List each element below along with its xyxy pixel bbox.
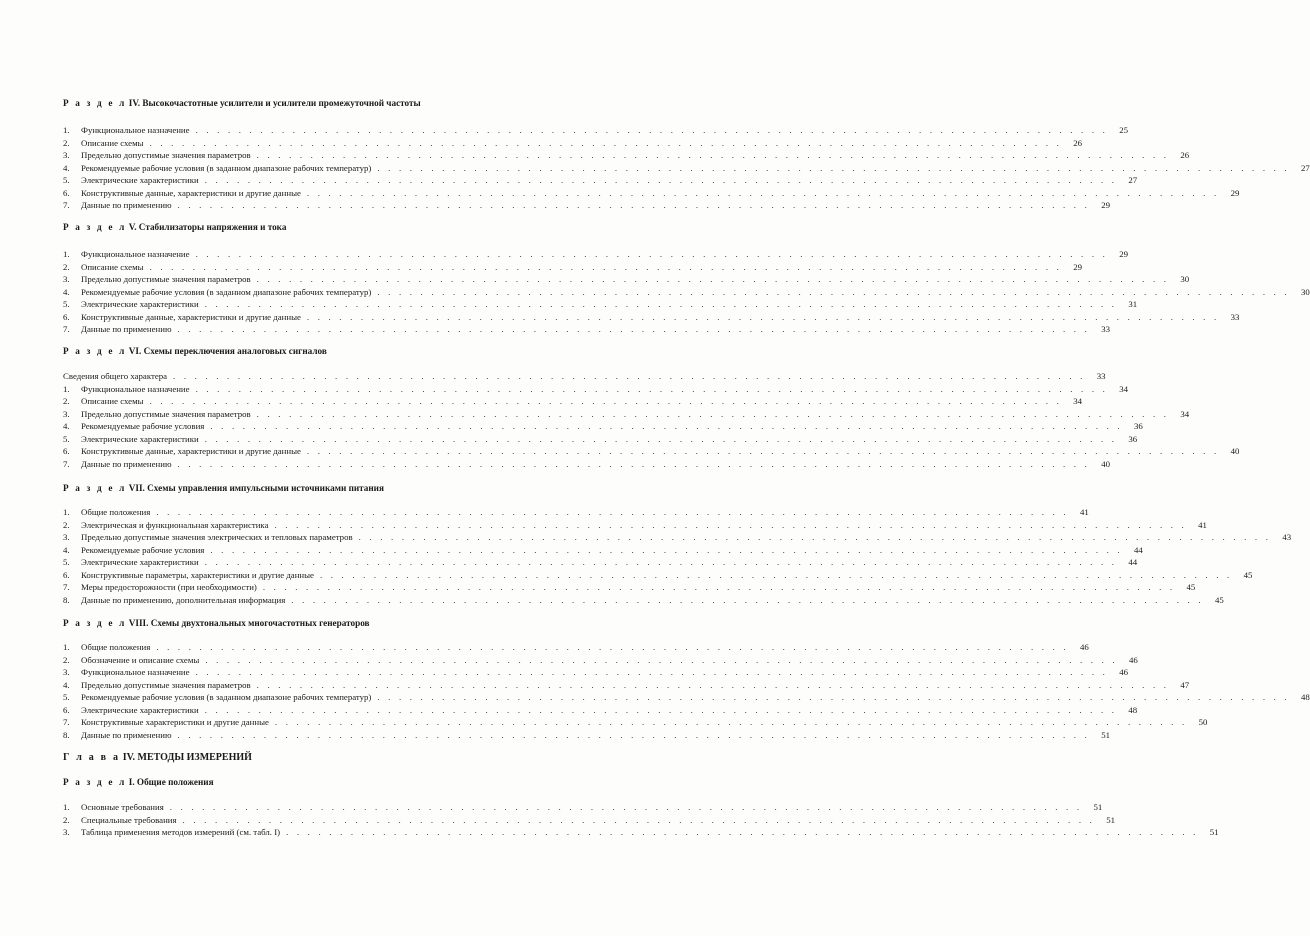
toc-entry[interactable]: 4. Предельно допустимые значения параметров . . . . . . . . . . . . . . . . . . . . . . . . . . . . . . . . . . . . . . . . . . . . . . . . . . . . . . . . . . . . . . . . . . . . . . . . . . . . . . . . . . . . . 47 <box>63 679 1190 690</box>
chapter-heading: Г л а в а IV. МЕТОДЫ ИЗМЕРЕНИЙ <box>63 752 252 763</box>
section-heading-iv: Р а з д е л IV. Высокочастотные усилители и усилители промежуточной частоты <box>63 98 421 108</box>
toc-entry[interactable]: 4. Рекомендуемые рабочие условия . . . . . . . . . . . . . . . . . . . . . . . . . . . . . . . . . . . . . . . . . . . . . . . . . . . . . . . . . . . . . . . . . . . . . . . . . . . . . . . . . . . . . 36 <box>63 421 1143 431</box>
toc-entry[interactable]: 5. Электрические характеристики . . . . . . . . . . . . . . . . . . . . . . . . . . . . . . . . . . . . . . . . . . . . . . . . . . . . . . . . . . . . . . . . . . . . . . . . . . . . . . . . . . . . . 27 <box>63 175 1138 185</box>
toc-entry[interactable]: 4. Рекомендуемые рабочие условия (в заданном диапазоне рабочих температур) . . . . . . . . . . . . . . . . . . . . . . . . . . . . . . . . . . . . . . . . . . . . . . . . . . . . . . . . . . . . . . . . . . . . . . . . . . . . . . . . . . . . . 27 <box>63 162 1310 173</box>
toc-entry[interactable]: 7. Конструктивные характеристики и другие данные . . . . . . . . . . . . . . . . . . . . . . . . . . . . . . . . . . . . . . . . . . . . . . . . . . . . . . . . . . . . . . . . . . . . . . . . . . . . . . . . . . . . . 50 <box>63 717 1208 727</box>
toc-entry[interactable]: Сведения общего характера . . . . . . . . . . . . . . . . . . . . . . . . . . . . . . . . . . . . . . . . . . . . . . . . . . . . . . . . . . . . . . . . . . . . . . . . . . . . . . . . . . . . . 33 <box>63 371 1106 381</box>
toc-entry[interactable]: 8. Данные по применению, дополнительная информация . . . . . . . . . . . . . . . . . . . . . . . . . . . . . . . . . . . . . . . . . . . . . . . . . . . . . . . . . . . . . . . . . . . . . . . . . . . . . . . . . . . . . 45 <box>63 594 1224 605</box>
toc-entry[interactable]: 4. Рекомендуемые рабочие условия . . . . . . . . . . . . . . . . . . . . . . . . . . . . . . . . . . . . . . . . . . . . . . . . . . . . . . . . . . . . . . . . . . . . . . . . . . . . . . . . . . . . . 44 <box>63 544 1143 555</box>
toc-entry[interactable]: 2. Специальные требования . . . . . . . . . . . . . . . . . . . . . . . . . . . . . . . . . . . . . . . . . . . . . . . . . . . . . . . . . . . . . . . . . . . . . . . . . . . . . . . . . . . . . 51 <box>63 814 1116 825</box>
toc-entry[interactable]: 1. Общие положения . . . . . . . . . . . . . . . . . . . . . . . . . . . . . . . . . . . . . . . . . . . . . . . . . . . . . . . . . . . . . . . . . . . . . . . . . . . . . . . . . . . . . 41 <box>63 507 1089 517</box>
toc-entry[interactable]: 1. Общие положения . . . . . . . . . . . . . . . . . . . . . . . . . . . . . . . . . . . . . . . . . . . . . . . . . . . . . . . . . . . . . . . . . . . . . . . . . . . . . . . . . . . . . 46 <box>63 642 1089 652</box>
toc-entry[interactable]: 3. Функциональное назначение . . . . . . . . . . . . . . . . . . . . . . . . . . . . . . . . . . . . . . . . . . . . . . . . . . . . . . . . . . . . . . . . . . . . . . . . . . . . . . . . . . . . . 46 <box>63 667 1129 677</box>
toc-entry[interactable]: 3. Таблица применения методов измерений (см. табл. I) . . . . . . . . . . . . . . . . . . . . . . . . . . . . . . . . . . . . . . . . . . . . . . . . . . . . . . . . . . . . . . . . . . . . . . . . . . . . . . . . . . . . . 51 <box>63 827 1219 837</box>
toc-entry[interactable]: 6. Конструктивные данные, характеристики и другие данные . . . . . . . . . . . . . . . . . . . . . . . . . . . . . . . . . . . . . . . . . . . . . . . . . . . . . . . . . . . . . . . . . . . . . . . . . . . . . . . . . . . . . 33 <box>63 311 1240 322</box>
toc-entry[interactable]: 1. Функциональное назначение . . . . . . . . . . . . . . . . . . . . . . . . . . . . . . . . . . . . . . . . . . . . . . . . . . . . . . . . . . . . . . . . . . . . . . . . . . . . . . . . . . . . . 25 <box>63 125 1129 135</box>
toc-entry[interactable]: 1. Функциональное назначение . . . . . . . . . . . . . . . . . . . . . . . . . . . . . . . . . . . . . . . . . . . . . . . . . . . . . . . . . . . . . . . . . . . . . . . . . . . . . . . . . . . . . 34 <box>63 383 1129 394</box>
toc-entry[interactable]: 7. Данные по применению . . . . . . . . . . . . . . . . . . . . . . . . . . . . . . . . . . . . . . . . . . . . . . . . . . . . . . . . . . . . . . . . . . . . . . . . . . . . . . . . . . . . . 33 <box>63 324 1110 334</box>
toc-entry[interactable]: 2. Описание схемы . . . . . . . . . . . . . . . . . . . . . . . . . . . . . . . . . . . . . . . . . . . . . . . . . . . . . . . . . . . . . . . . . . . . . . . . . . . . . . . . . . . . . 34 <box>63 396 1083 406</box>
toc-entry[interactable]: 7. Данные по применению . . . . . . . . . . . . . . . . . . . . . . . . . . . . . . . . . . . . . . . . . . . . . . . . . . . . . . . . . . . . . . . . . . . . . . . . . . . . . . . . . . . . . 29 <box>63 200 1110 210</box>
toc-entry[interactable]: 5. Рекомендуемые рабочие условия (в заданном диапазоне рабочих температур) . . . . . . . . . . . . . . . . . . . . . . . . . . . . . . . . . . . . . . . . . . . . . . . . . . . . . . . . . . . . . . . . . . . . . . . . . . . . . . . . . . . . . 48 <box>63 692 1310 702</box>
toc-entry[interactable]: 3. Предельно допустимые значения параметров . . . . . . . . . . . . . . . . . . . . . . . . . . . . . . . . . . . . . . . . . . . . . . . . . . . . . . . . . . . . . . . . . . . . . . . . . . . . . . . . . . . . . 30 <box>63 274 1190 284</box>
section-heading-viii: Р а з д е л VIII. Схемы двухтональных многочастотных генераторов <box>63 618 370 628</box>
toc-entry[interactable]: 3. Предельно допустимые значения электрических и тепловых параметров . . . . . . . . . . . . . . . . . . . . . . . . . . . . . . . . . . . . . . . . . . . . . . . . . . . . . . . . . . . . . . . . . . . . . . . . . . . . . . . . . . . . . 43 <box>63 532 1292 542</box>
toc-entry[interactable]: 3. Предельно допустимые значения параметров . . . . . . . . . . . . . . . . . . . . . . . . . . . . . . . . . . . . . . . . . . . . . . . . . . . . . . . . . . . . . . . . . . . . . . . . . . . . . . . . . . . . . 34 <box>63 408 1190 419</box>
toc-entry[interactable]: 5. Электрические характеристики . . . . . . . . . . . . . . . . . . . . . . . . . . . . . . . . . . . . . . . . . . . . . . . . . . . . . . . . . . . . . . . . . . . . . . . . . . . . . . . . . . . . . 31 <box>63 299 1138 309</box>
toc-entry[interactable]: 6. Электрические характеристики . . . . . . . . . . . . . . . . . . . . . . . . . . . . . . . . . . . . . . . . . . . . . . . . . . . . . . . . . . . . . . . . . . . . . . . . . . . . . . . . . . . . . 48 <box>63 704 1138 715</box>
toc-entry[interactable]: 2. Электрическая и функциональная характеристика . . . . . . . . . . . . . . . . . . . . . . . . . . . . . . . . . . . . . . . . . . . . . . . . . . . . . . . . . . . . . . . . . . . . . . . . . . . . . . . . . . . . . 41 <box>63 519 1207 530</box>
toc-entry[interactable]: 2. Обозначение и описание схемы . . . . . . . . . . . . . . . . . . . . . . . . . . . . . . . . . . . . . . . . . . . . . . . . . . . . . . . . . . . . . . . . . . . . . . . . . . . . . . . . . . . . . 46 <box>63 654 1138 665</box>
toc-entry[interactable]: 4. Рекомендуемые рабочие условия (в заданном диапазоне рабочих температур) . . . . . . . . . . . . . . . . . . . . . . . . . . . . . . . . . . . . . . . . . . . . . . . . . . . . . . . . . . . . . . . . . . . . . . . . . . . . . . . . . . . . . 30 <box>63 286 1310 297</box>
toc-entry[interactable]: 1. Основные требования . . . . . . . . . . . . . . . . . . . . . . . . . . . . . . . . . . . . . . . . . . . . . . . . . . . . . . . . . . . . . . . . . . . . . . . . . . . . . . . . . . . . . 51 <box>63 802 1103 812</box>
toc-entry[interactable]: 2. Описание схемы . . . . . . . . . . . . . . . . . . . . . . . . . . . . . . . . . . . . . . . . . . . . . . . . . . . . . . . . . . . . . . . . . . . . . . . . . . . . . . . . . . . . . 26 <box>63 137 1083 148</box>
section-heading-vi: Р а з д е л VI. Схемы переключения аналоговых сигналов <box>63 346 327 356</box>
toc-entry[interactable]: 7. Меры предосторожности (при необходимости) . . . . . . . . . . . . . . . . . . . . . . . . . . . . . . . . . . . . . . . . . . . . . . . . . . . . . . . . . . . . . . . . . . . . . . . . . . . . . . . . . . . . . 45 <box>63 582 1196 592</box>
toc-entry[interactable]: 1. Функциональное назначение . . . . . . . . . . . . . . . . . . . . . . . . . . . . . . . . . . . . . . . . . . . . . . . . . . . . . . . . . . . . . . . . . . . . . . . . . . . . . . . . . . . . . 29 <box>63 249 1129 259</box>
section-heading-vii: Р а з д е л VII. Схемы управления импульсными источниками питания <box>63 483 384 493</box>
toc-entry[interactable]: 6. Конструктивные данные, характеристики и другие данные . . . . . . . . . . . . . . . . . . . . . . . . . . . . . . . . . . . . . . . . . . . . . . . . . . . . . . . . . . . . . . . . . . . . . . . . . . . . . . . . . . . . . 40 <box>63 446 1240 456</box>
toc-entry[interactable]: 2. Описание схемы . . . . . . . . . . . . . . . . . . . . . . . . . . . . . . . . . . . . . . . . . . . . . . . . . . . . . . . . . . . . . . . . . . . . . . . . . . . . . . . . . . . . . 29 <box>63 261 1083 272</box>
toc-entry[interactable]: 7. Данные по применению . . . . . . . . . . . . . . . . . . . . . . . . . . . . . . . . . . . . . . . . . . . . . . . . . . . . . . . . . . . . . . . . . . . . . . . . . . . . . . . . . . . . . 40 <box>63 458 1110 469</box>
toc-entry[interactable]: 3. Предельно допустимые значения параметров . . . . . . . . . . . . . . . . . . . . . . . . . . . . . . . . . . . . . . . . . . . . . . . . . . . . . . . . . . . . . . . . . . . . . . . . . . . . . . . . . . . . . 26 <box>63 150 1190 160</box>
toc-entry[interactable]: 6. Конструктивные параметры, характеристики и другие данные . . . . . . . . . . . . . . . . . . . . . . . . . . . . . . . . . . . . . . . . . . . . . . . . . . . . . . . . . . . . . . . . . . . . . . . . . . . . . . . . . . . . . 45 <box>63 569 1253 580</box>
section-heading-i: Р а з д е л I. Общие положения <box>63 777 214 787</box>
toc-entry[interactable]: 6. Конструктивные данные, характеристики и другие данные . . . . . . . . . . . . . . . . . . . . . . . . . . . . . . . . . . . . . . . . . . . . . . . . . . . . . . . . . . . . . . . . . . . . . . . . . . . . . . . . . . . . . 29 <box>63 187 1240 198</box>
section-heading-v: Р а з д е л V. Стабилизаторы напряжения и тока <box>63 222 287 232</box>
toc-entry[interactable]: 5. Электрические характеристики . . . . . . . . . . . . . . . . . . . . . . . . . . . . . . . . . . . . . . . . . . . . . . . . . . . . . . . . . . . . . . . . . . . . . . . . . . . . . . . . . . . . . 44 <box>63 557 1138 567</box>
toc-entry[interactable]: 5. Электрические характеристики . . . . . . . . . . . . . . . . . . . . . . . . . . . . . . . . . . . . . . . . . . . . . . . . . . . . . . . . . . . . . . . . . . . . . . . . . . . . . . . . . . . . . 36 <box>63 433 1138 444</box>
toc-entry[interactable]: 8. Данные по применению . . . . . . . . . . . . . . . . . . . . . . . . . . . . . . . . . . . . . . . . . . . . . . . . . . . . . . . . . . . . . . . . . . . . . . . . . . . . . . . . . . . . . 51 <box>63 729 1110 740</box>
